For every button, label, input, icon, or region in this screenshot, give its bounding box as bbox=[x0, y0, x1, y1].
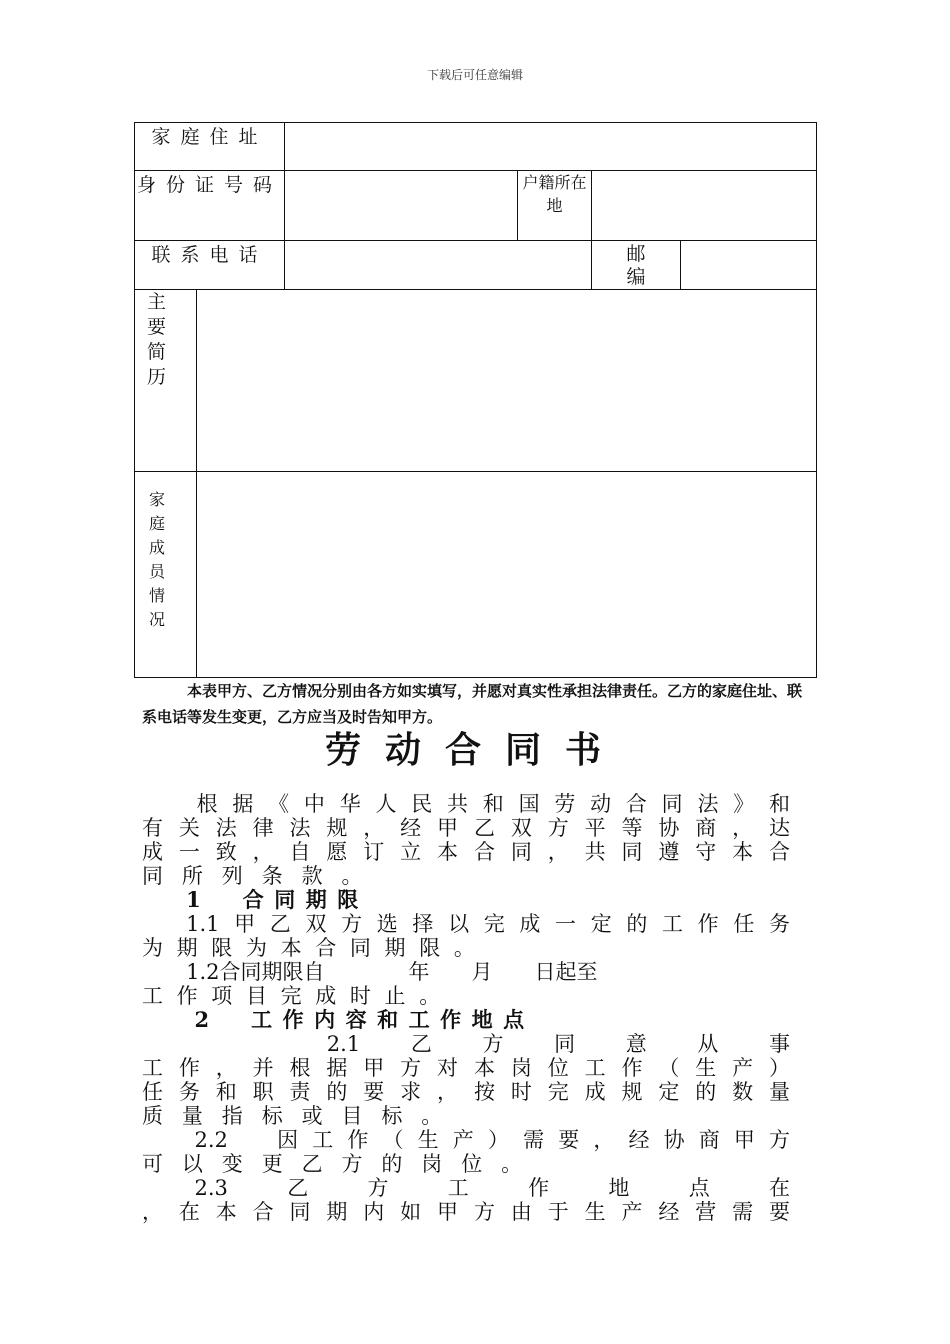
intro-line-1: 根据《中华人民共和国劳动合同法》和 bbox=[196, 792, 790, 816]
clause-1-2-line-1: 1.2合同期限自 年 月 日起至 bbox=[186, 960, 598, 984]
postcode-label-text: 邮编 bbox=[626, 243, 646, 288]
clause-2-3-line-2: ，在本合同期内如甲方由于生产经营需要 bbox=[142, 1200, 790, 1224]
resume-label-text: 主要简历 bbox=[147, 291, 167, 388]
resume-field[interactable] bbox=[197, 290, 817, 472]
document-title: 劳动合同书 bbox=[324, 729, 625, 771]
clause-2-2-line-2: 可以变更乙方的岗位。 bbox=[142, 1152, 541, 1176]
family-label-text: 家庭成员情况 bbox=[149, 490, 166, 629]
clause-2-1-line-2: 工作，并根据甲方对本岗位工作（生产） bbox=[142, 1056, 790, 1080]
personal-info-table bbox=[134, 122, 817, 678]
phone-label: 联系电话 bbox=[135, 241, 285, 290]
clause-2-1-line-3: 任务和职责的要求，按时完成规定的数量 bbox=[142, 1080, 790, 1104]
postcode-field[interactable] bbox=[681, 241, 817, 290]
postcode-label bbox=[592, 241, 681, 290]
clause-2-3-line-1: 2.3 乙 方 工 作 地 点 在 bbox=[194, 1176, 790, 1200]
home-address-label: 家庭住址 bbox=[135, 123, 285, 171]
resume-label bbox=[135, 290, 197, 472]
section-2-heading: 2 工作内容和工作地点 bbox=[194, 1007, 535, 1032]
family-field[interactable] bbox=[197, 472, 817, 678]
section-1-heading: 1 合同期限 bbox=[186, 887, 369, 912]
id-number-field[interactable] bbox=[285, 171, 518, 241]
intro-line-3: 成一致，自愿订立本合同，共同遵守本合 bbox=[142, 840, 790, 864]
family-label bbox=[135, 472, 197, 678]
clause-2-1-line-4: 质量指标或目标。 bbox=[142, 1104, 462, 1128]
clause-1-1-line-2: 为期限为本合同期限。 bbox=[142, 936, 489, 960]
hukou-field[interactable] bbox=[592, 171, 817, 241]
intro-line-4: 同所列条款。 bbox=[142, 864, 382, 888]
page-header: 下载后可任意编辑 bbox=[426, 68, 523, 82]
contract-body bbox=[142, 792, 790, 1224]
form-note: 本表甲方、乙方情况分别由各方如实填写，并愿对真实性承担法律责任。乙方的家庭住址、联系电话等发生变更，乙方应当及时告知甲方。 bbox=[142, 682, 803, 726]
id-number-label: 身份证号码 bbox=[135, 171, 285, 241]
clause-1-1-line-1: 1.1甲乙双方选择以完成一定的工作任务 bbox=[186, 912, 790, 936]
hukou-label: 户籍所在地 bbox=[518, 171, 592, 241]
clause-2-1-line-1: 2.1 乙 方 同 意 从 事 bbox=[326, 1032, 790, 1056]
intro-line-2: 有关法律法规，经甲乙双方平等协商，达 bbox=[142, 816, 790, 840]
clause-2-2-line-1: 2.2 因工作（生产）需要，经协商甲方 bbox=[194, 1128, 790, 1152]
phone-field[interactable] bbox=[285, 241, 592, 290]
home-address-field[interactable] bbox=[285, 123, 817, 171]
clause-1-2-line-2: 工作项目完成时止。 bbox=[142, 984, 454, 1008]
